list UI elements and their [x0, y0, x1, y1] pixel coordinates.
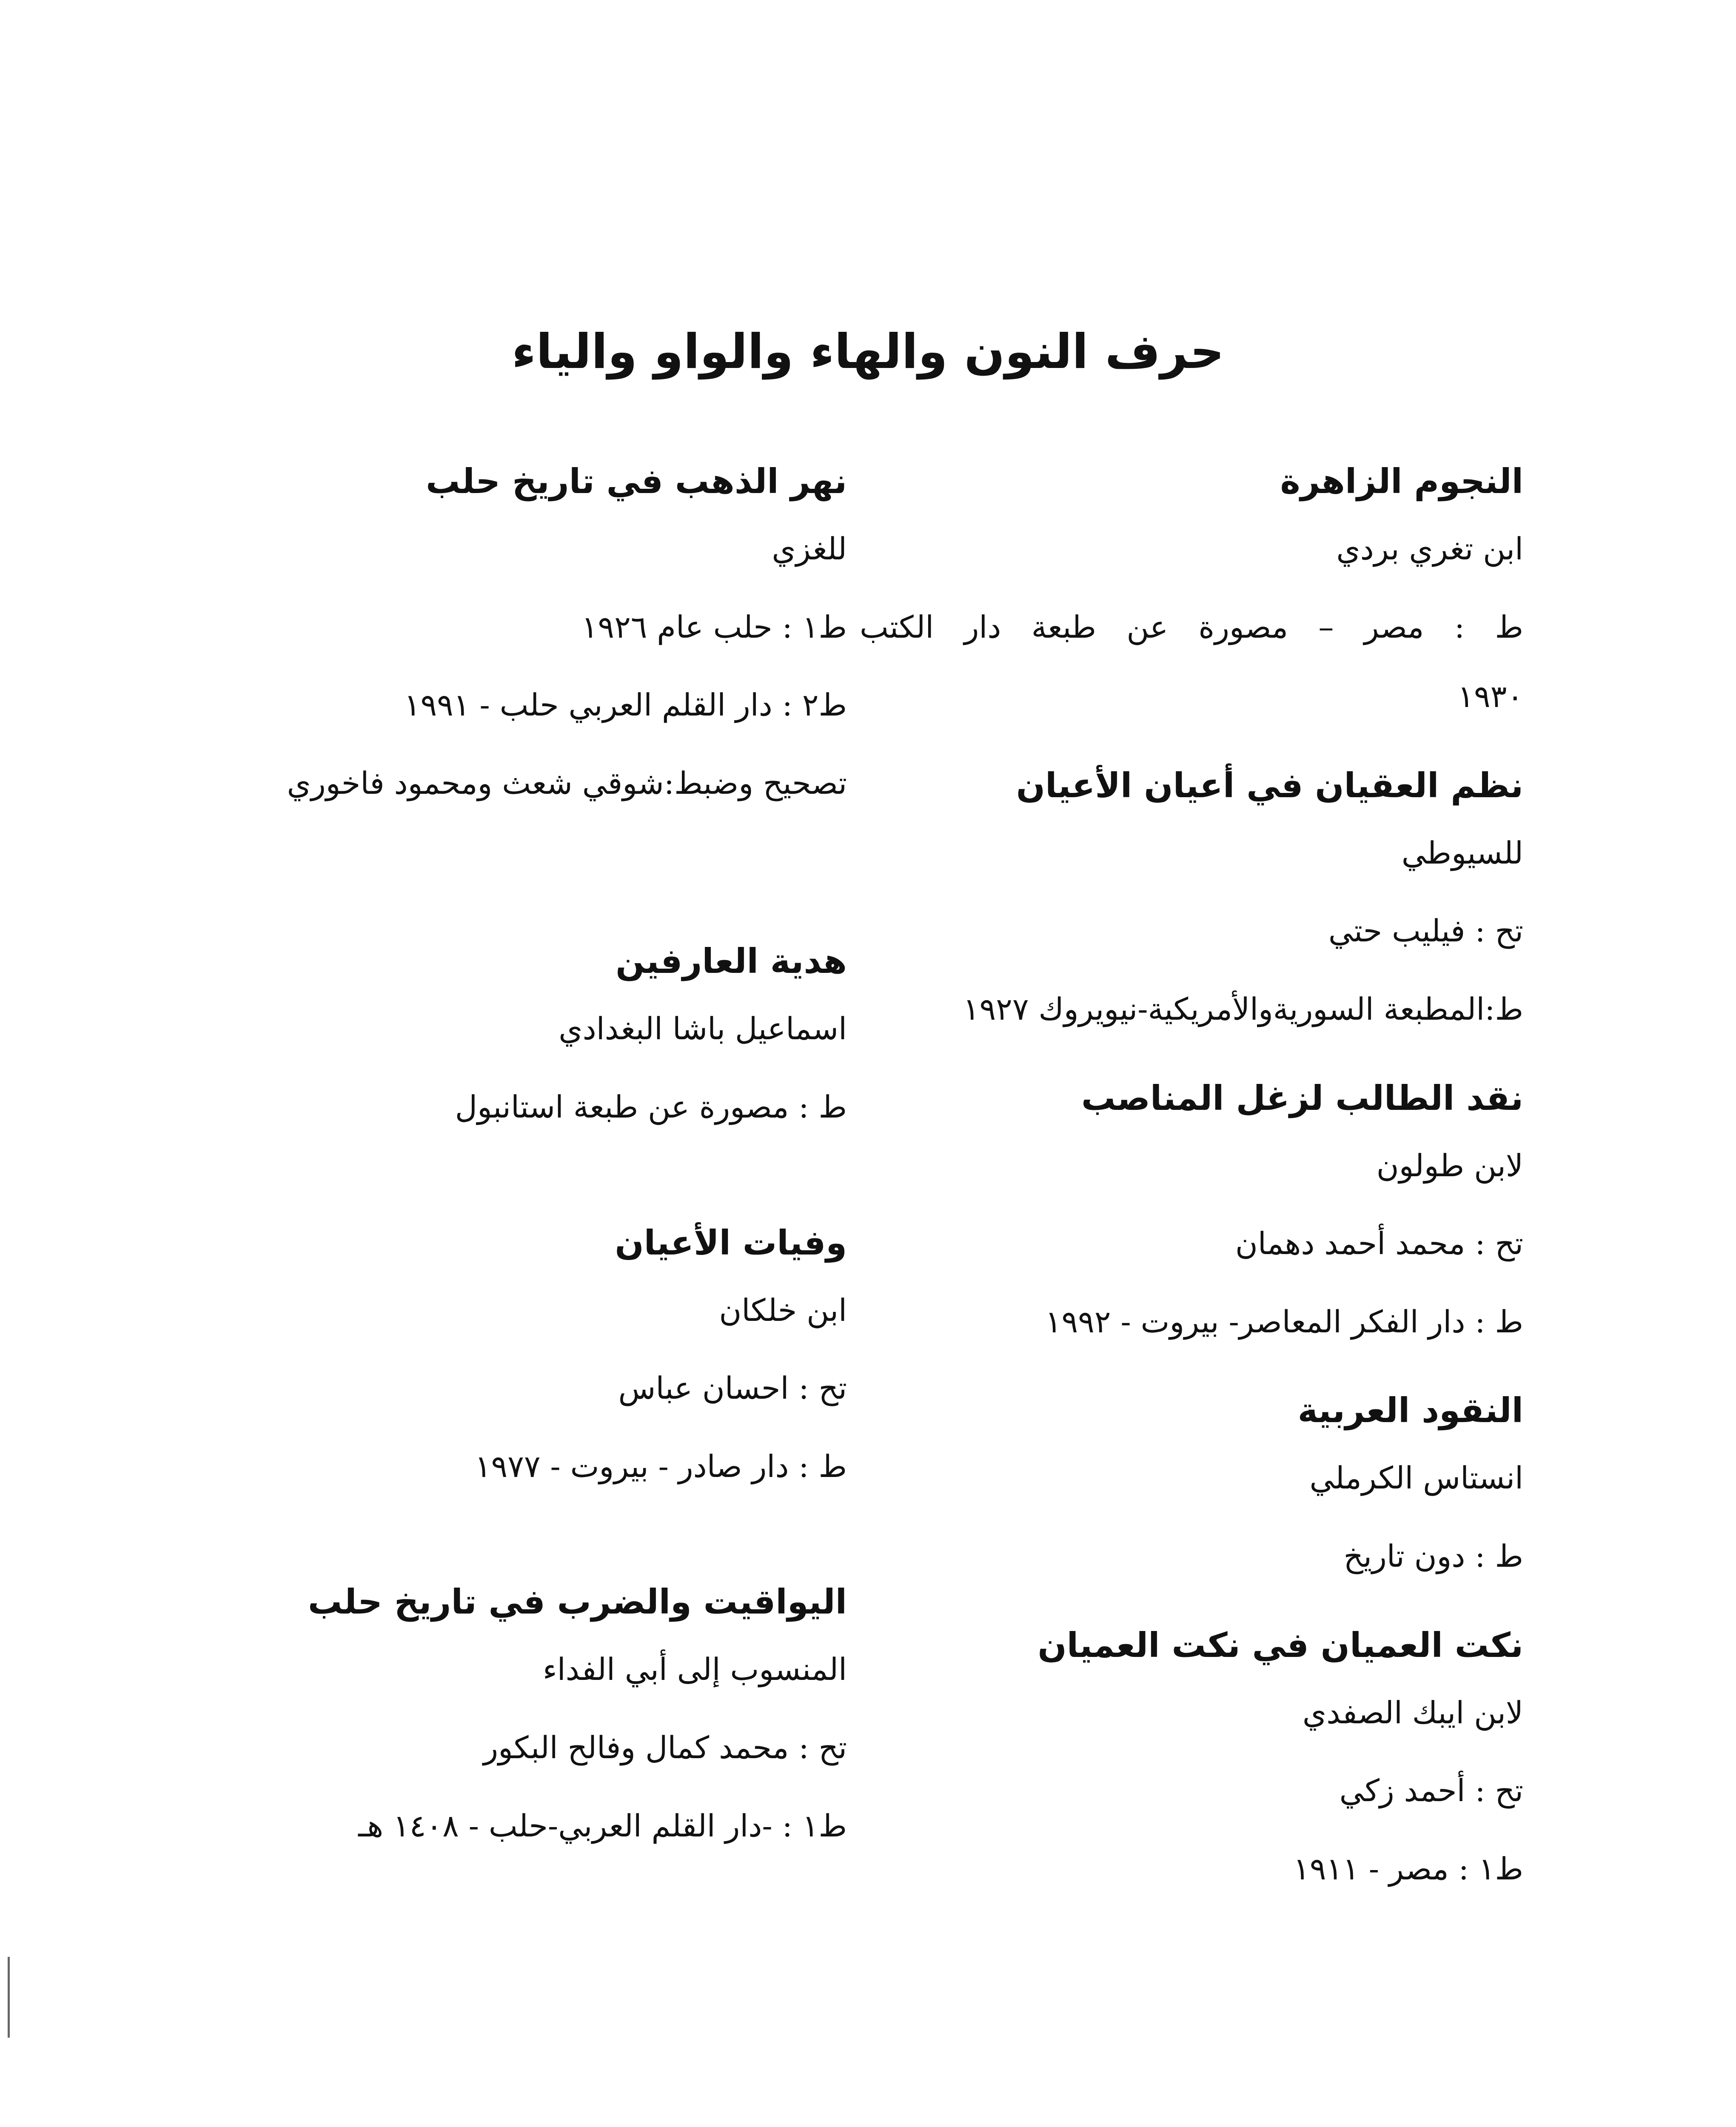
entry-editor: تح : أحمد زكي — [1339, 1773, 1523, 1809]
entry-title: نكت العميان في نكت العميان — [1038, 1625, 1523, 1665]
entry-title: نقد الطالب لزغل المناصب — [1081, 1078, 1523, 1118]
entry-author: المنسوب إلى أبي الفداء — [542, 1651, 847, 1688]
entry-edition: ط : مصر – مصورة عن طبعة دار الكتب — [860, 609, 1523, 645]
bibliography-entry — [860, 1076, 1523, 1342]
entry-author: اسماعيل باشا البغدادي — [559, 1011, 847, 1047]
entry-title: هدية العارفين — [616, 941, 847, 981]
entry-title: النقود العربية — [1297, 1391, 1523, 1431]
left-column — [183, 459, 847, 1884]
entry-edition: ط٢ : دار القلم العربي حلب - ١٩٩١ — [404, 687, 847, 723]
entry-author: لابن طولون — [1376, 1147, 1523, 1183]
bibliography-entry — [860, 1389, 1523, 1576]
entry-edition: ط:المطبعة السوريةوالأمريكية-نيويروك ١٩٢٧ — [963, 991, 1523, 1027]
entry-edition: ط١ : مصر - ١٩١١ — [1293, 1850, 1523, 1887]
entry-author: انستاس الكرملي — [1309, 1460, 1523, 1496]
right-column — [860, 459, 1523, 1927]
entry-editor: تح : احسان عباس — [618, 1370, 847, 1406]
entry-author: للسيوطي — [1401, 835, 1523, 871]
entry-edition: ط : مصورة عن طبعة استانبول — [455, 1089, 847, 1125]
page-title: حرف النون والهاء والواو والياء — [511, 324, 1225, 379]
entry-title: اليواقيت والضرب في تاريخ حلب — [308, 1582, 847, 1622]
entry-editor: تصحيح وضبط:شوقي شعث ومحمود فاخوري — [287, 765, 847, 801]
entry-edition: ط : دون تاريخ — [1343, 1538, 1523, 1574]
bibliography-entry — [860, 1623, 1523, 1889]
entry-edition: ط : دار صادر - بيروت - ١٩٧٧ — [474, 1448, 847, 1484]
entry-edition: ط : دار الفكر المعاصر- بيروت - ١٩٩٢ — [1045, 1303, 1523, 1340]
entry-edition: ط١ : -دار القلم العربي-حلب - ١٤٠٨ هـ — [358, 1808, 847, 1844]
entry-title: نظم العقيان في أعيان الأعيان — [1016, 765, 1523, 805]
bibliography-entry — [183, 1580, 847, 1846]
entry-title: وفيات الأعيان — [615, 1223, 847, 1263]
entry-author: للغزي — [772, 531, 847, 567]
entry-editor: تح : محمد كمال وفالح البكور — [483, 1729, 847, 1765]
entry-author: ابن تغري بردي — [1336, 531, 1523, 567]
entry-editor: تح : فيليب حتي — [1328, 913, 1523, 949]
bibliography-entry — [183, 459, 847, 803]
entry-edition: ط١ : حلب عام ١٩٢٦ — [581, 609, 847, 645]
entry-title: النجوم الزاهرة — [1280, 462, 1523, 501]
entry-author: ابن خلكان — [719, 1292, 847, 1328]
bibliography-entry — [860, 459, 1523, 717]
entry-title: نهر الذهب في تاريخ حلب — [426, 462, 847, 501]
entry-year: ١٩٣٠ — [1457, 679, 1523, 715]
scan-margin-line — [8, 1957, 10, 2038]
entry-editor: تح : محمد أحمد دهمان — [1235, 1226, 1523, 1262]
bibliography-entry — [860, 764, 1523, 1029]
entry-author: لابن ايبك الصفدي — [1302, 1694, 1523, 1731]
bibliography-entry — [183, 1221, 847, 1487]
bibliography-entry — [183, 939, 847, 1127]
